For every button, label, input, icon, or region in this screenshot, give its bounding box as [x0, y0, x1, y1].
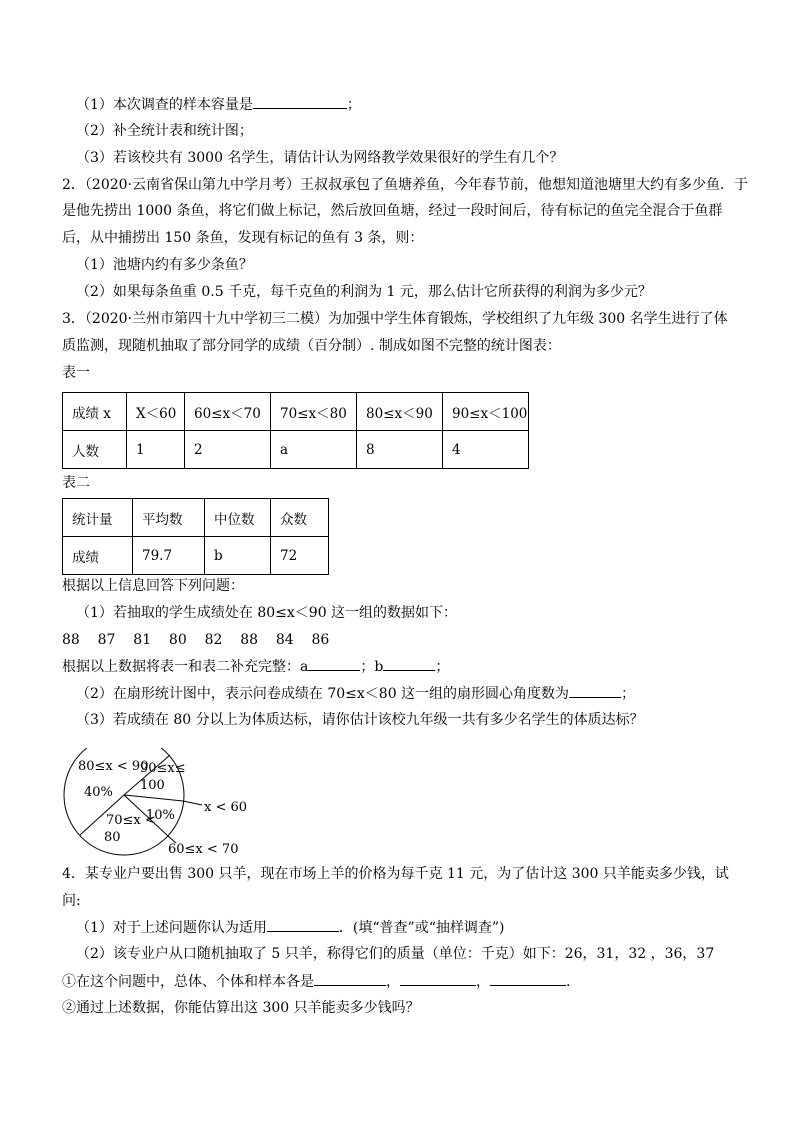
q3-sub1: （1）若抽取的学生成绩处在 80≤x＜90 这一组的数据如下： [76, 605, 458, 621]
table1-header-row [63, 393, 529, 431]
pie-label-70-80-b: 80 [104, 830, 121, 845]
pie-label-70-80: 70≤x < [106, 813, 156, 828]
table1-data-row [63, 431, 529, 469]
pie-divider [124, 795, 183, 801]
pie-label-90-100-b: 100 [140, 778, 165, 793]
answer-blank[interactable] [569, 683, 621, 698]
table1-cell: 1 [127, 431, 185, 469]
table1-cell: 4 [443, 431, 529, 469]
data-value: 88 [62, 632, 80, 648]
data-value: 84 [275, 632, 294, 648]
q1-sub2: （2）补全统计表和统计图； [76, 123, 253, 139]
table1 [62, 392, 529, 469]
q2-stem-line1: 2．（2020·云南省保山第九中学月考）王叔叔承包了鱼塘养鱼，今年春节前，他想知道池塘里大约有多少鱼．于 [62, 177, 748, 193]
q4-stem-line1: 4．某专业户要出售 300 只羊，现在市场上羊的价格为每千克 11 元，为了估计这 300 只羊能卖多少钱，试 [62, 866, 729, 882]
q4-sub1 [76, 917, 504, 938]
table1-cell: 成绩 x [63, 393, 127, 431]
data-value: 86 [311, 632, 330, 648]
separator: ， [386, 974, 400, 990]
table1-cell: 人数 [63, 431, 127, 469]
q4-sub4: ②通过上述数据，你能估算出这 300 只羊能卖多少钱吗？ [62, 1000, 420, 1016]
q1-sub3: （3）若该校共有 3000 名学生，请估计认为网络教学效果很好的学生有几个？ [76, 150, 564, 166]
answer-blank[interactable] [267, 917, 339, 932]
pie-label-lt60: x < 60 [204, 800, 248, 815]
data-value: 88 [240, 632, 259, 648]
table2 [62, 498, 329, 575]
q1-sub1-end: ； [346, 97, 361, 113]
q4-sub1-text: （1）对于上述问题你认为适用 [76, 920, 267, 936]
table1-title: 表一 [62, 365, 90, 381]
table2-cell: 成绩 [63, 537, 133, 575]
q4-sub1-end: ．(填“普查”或“抽样调查”) [338, 920, 505, 936]
q3-sub2-text: （2）在扇形统计图中，表示问卷成绩在 70≤x＜80 这一组的扇形圆心角度数为 [76, 686, 570, 702]
q2-sub1: （1）池塘内约有多少条鱼？ [76, 257, 253, 273]
q2-stem-line2: 是他先捞出 1000 条鱼，将它们做上标记，然后放回鱼塘，经过一段时间后，待有标记的鱼完全混合于鱼群 [62, 203, 723, 219]
q3-sub2 [76, 683, 635, 704]
q3-fill-end: ； [435, 659, 450, 675]
table2-cell: 众数 [271, 499, 329, 537]
answer-blank-population[interactable] [314, 971, 386, 986]
answer-blank[interactable] [253, 94, 347, 109]
q4-sub3-text: ①在这个问题中，总体、个体和样本各是 [62, 974, 314, 990]
q3-data-row [62, 630, 329, 650]
q3-sub2-end: ； [621, 686, 636, 702]
table2-data-row [63, 537, 329, 575]
table2-cell: 统计量 [63, 499, 133, 537]
table1-cell: 90≤x＜100 [443, 393, 529, 431]
q1-sub1-text: （1）本次调查的样本容量是 [76, 97, 253, 113]
table1-cell: X＜60 [127, 393, 185, 431]
q4-stem-line2: 问: [62, 893, 81, 909]
table1-cell: a [271, 431, 357, 469]
q4-sub3 [62, 971, 570, 992]
q3-stem-line1: 3．（2020·兰州市第四十九中学初三二模）为加强中学生体育锻炼，学校组织了九年级 300 名学生进行了体 [62, 311, 728, 327]
q3-fill-prefix: 根据以上数据将表一和表二补充完整：a [62, 659, 309, 675]
table2-cell: 中位数 [205, 499, 271, 537]
data-value: 87 [97, 632, 116, 648]
q4-sub3-end: . [566, 974, 571, 990]
table2-cell: 79.7 [133, 537, 205, 575]
table1-cell: 60≤x＜70 [185, 393, 271, 431]
table2-cell: 72 [271, 537, 329, 575]
answer-blank-individual[interactable] [400, 971, 476, 986]
pie-label-80-90: 80≤x < 90 [78, 759, 149, 774]
answer-blank-sample[interactable] [490, 971, 566, 986]
q3-fill-mid: ；b [360, 659, 384, 675]
q3-stem-line2: 质监测，现随机抽取了部分同学的成绩（百分制）. 制成如图不完整的统计图表： [62, 338, 561, 354]
data-value: 82 [204, 632, 223, 648]
q3-fill-line [62, 656, 449, 677]
pie-label-60-70-pct: 10% [146, 808, 175, 823]
table1-cell: 2 [185, 431, 271, 469]
data-value: 80 [168, 632, 187, 648]
table1-cell: 70≤x＜80 [271, 393, 357, 431]
answer-blank-a[interactable] [308, 656, 360, 671]
q2-stem-line3: 后，从中捕捞出 150 条鱼，发现有标记的鱼有 3 条，则： [62, 230, 424, 246]
q3-prompt: 根据以上信息回答下列问题： [62, 578, 244, 594]
pie-leader-line [183, 801, 202, 805]
table2-cell: 平均数 [133, 499, 205, 537]
table2-header-row [63, 499, 329, 537]
pie-label-90-100: 90≤x≤ [140, 761, 186, 776]
table1-cell: 80≤x＜90 [357, 393, 443, 431]
q1-sub1 [76, 94, 361, 115]
separator: ， [476, 974, 490, 990]
data-value: 81 [133, 632, 152, 648]
q3-sub3: （3）若成绩在 80 分以上为体质达标，请你估计该校九年级一共有多少名学生的体质达标？ [76, 712, 644, 728]
table1-cell: 8 [357, 431, 443, 469]
table2-title: 表二 [62, 475, 90, 491]
q4-sub2: （2）该专业户从口随机抽取了 5 只羊，称得它们的质量（单位：千克）如下：26，31，32 ，36，37 [76, 946, 715, 962]
pie-label-80-90-pct: 40% [84, 785, 113, 800]
pie-chart [62, 748, 262, 858]
answer-blank-b[interactable] [383, 656, 435, 671]
q2-sub2: （2）如果每条鱼重 0.5 千克，每千克鱼的利润为 1 元，那么估计它所获得的利润为多少元？ [76, 284, 652, 300]
table2-cell: b [205, 537, 271, 575]
pie-label-60-70: 60≤x < 70 [168, 842, 239, 857]
